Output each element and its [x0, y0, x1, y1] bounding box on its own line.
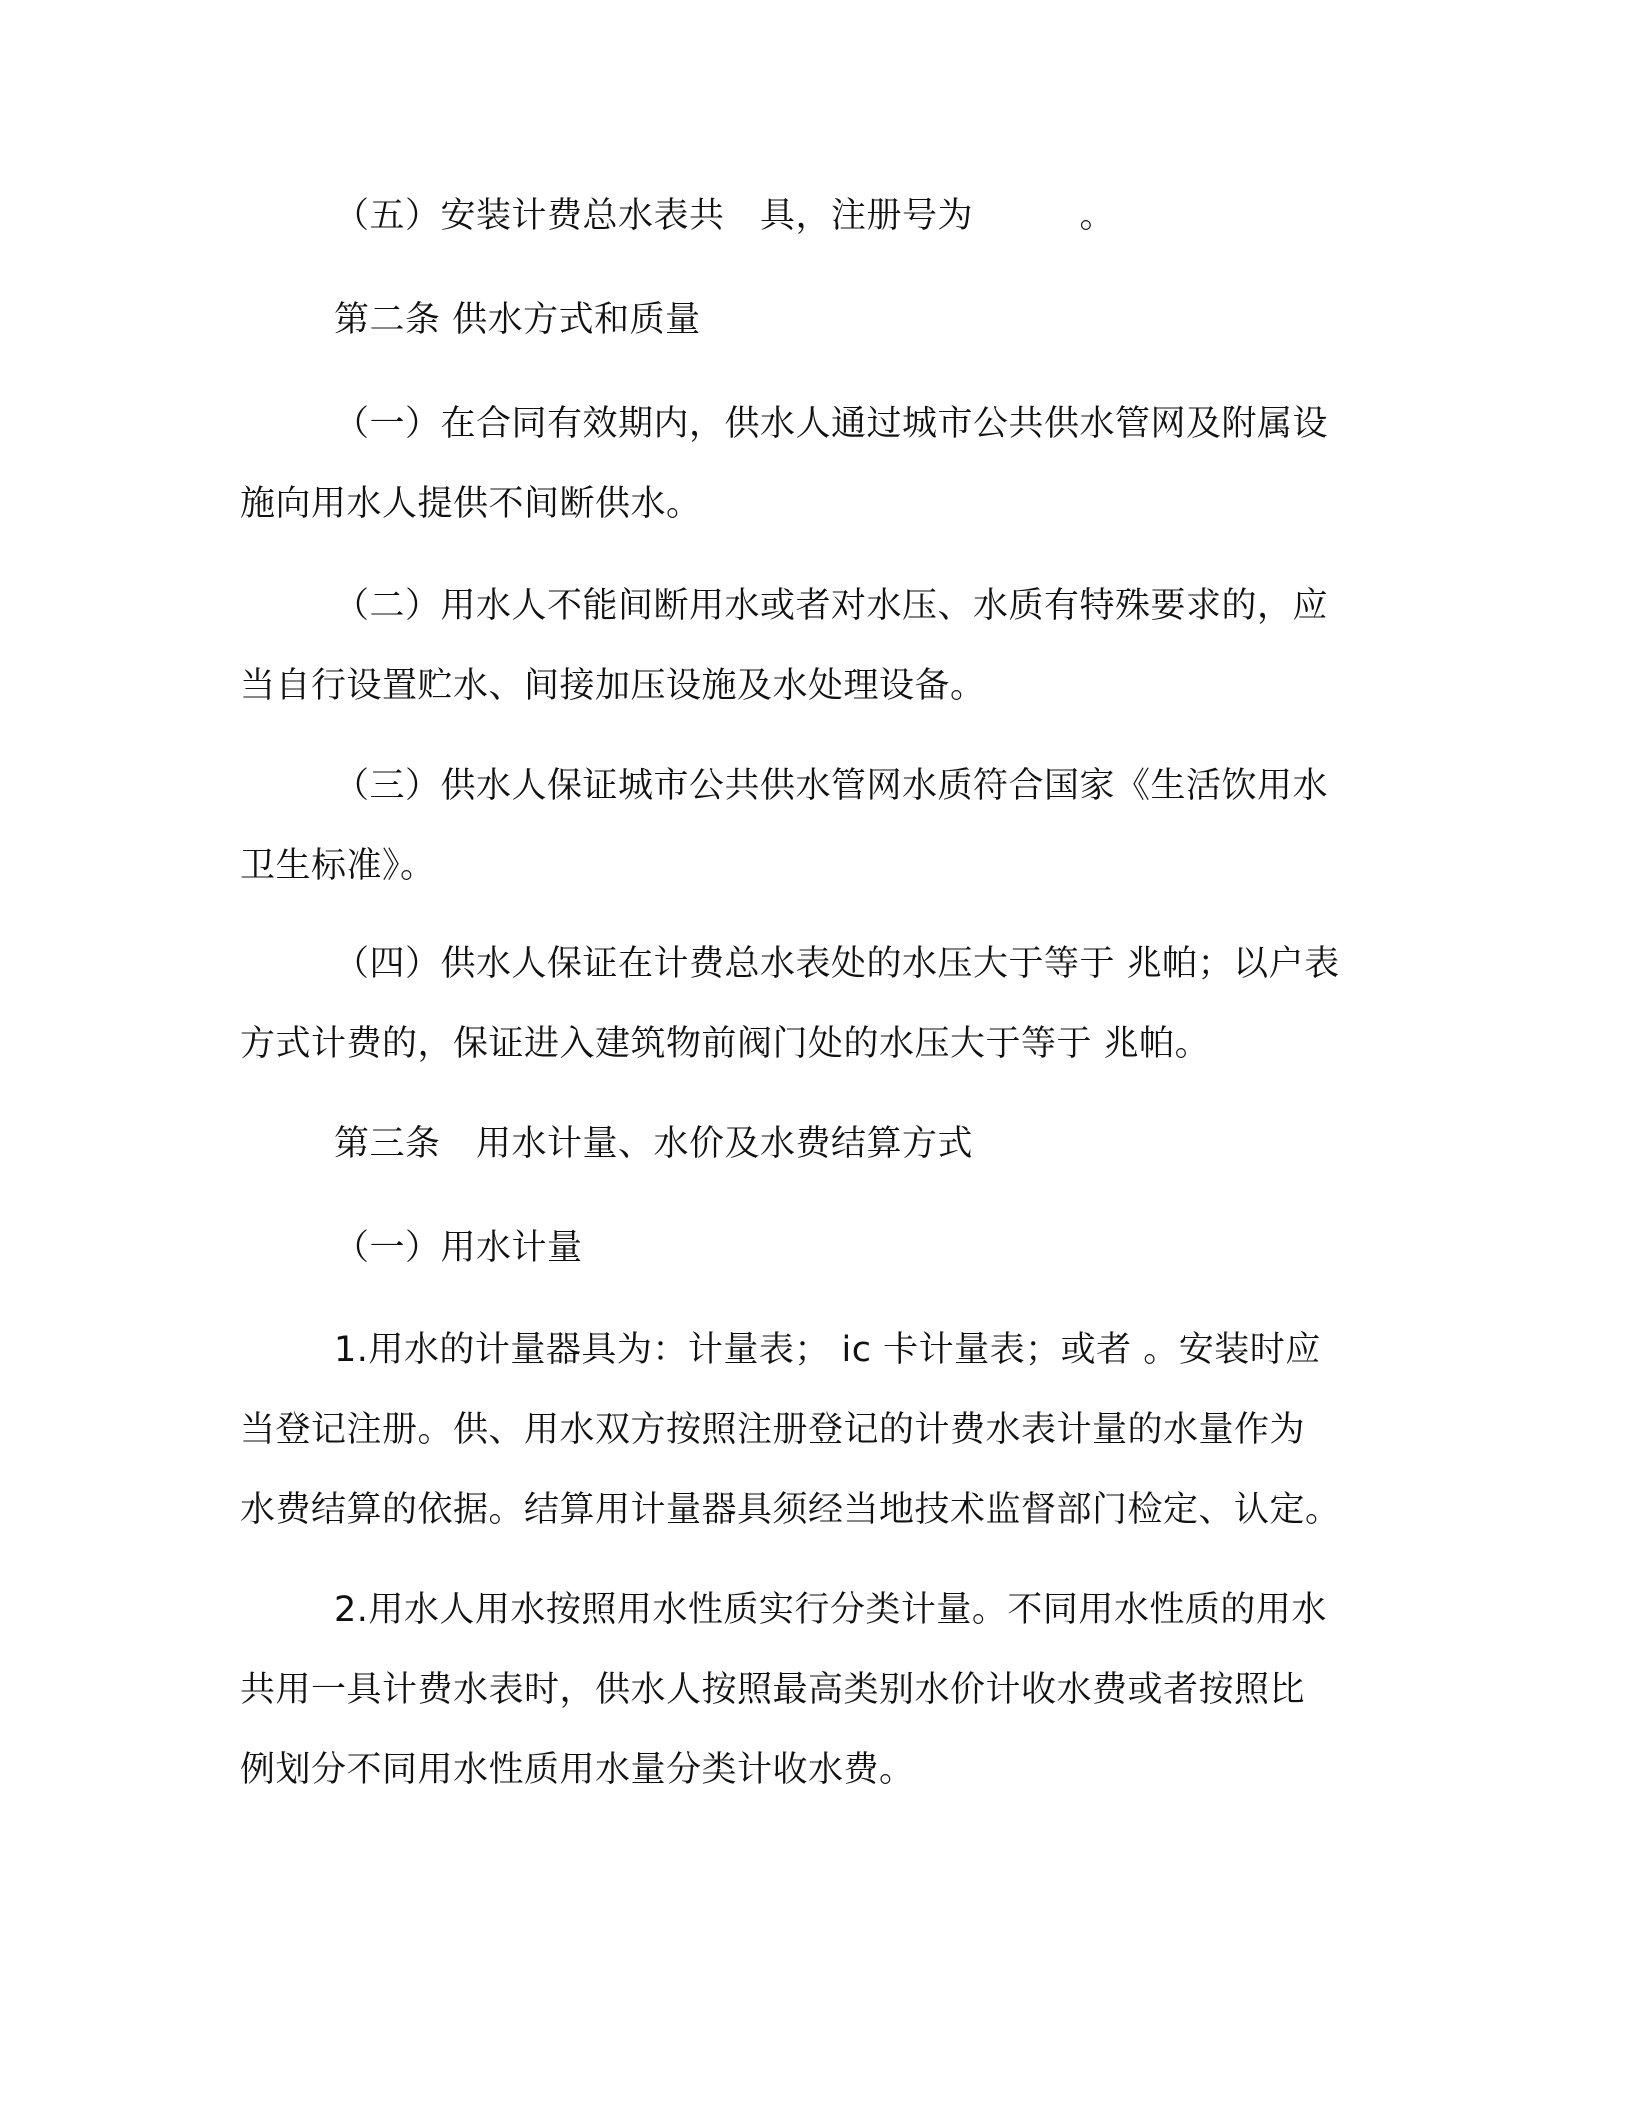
text-line: 共用一具计费水表时，供水人按照最高类别水价计收水费或者按照比	[240, 1670, 1306, 1710]
text-line: （四）供水人保证在计费总水表处的水压大于等于 兆帕；以户表	[334, 944, 1340, 984]
paragraph-supply-4	[240, 924, 1390, 1084]
paragraph-item-5-meter	[240, 176, 1390, 256]
section-metering-heading	[240, 1208, 1390, 1288]
text-line: 例划分不同用水性质用水量分类计收水费。	[240, 1750, 915, 1790]
text-line: （三）供水人保证城市公共供水管网水质符合国家《生活饮用水	[334, 766, 1329, 806]
text-line: （一）在合同有效期内，供水人通过城市公共供水管网及附属设	[334, 404, 1329, 444]
text-line: 水费结算的依据。结算用计量器具须经当地技术监督部门检定、认定。	[240, 1490, 1341, 1530]
paragraph-supply-1	[240, 384, 1390, 544]
text-line: （一）用水计量	[334, 1228, 583, 1268]
article-2-heading	[240, 280, 1390, 360]
text-line: 2.用水人用水按照用水性质实行分类计量。不同用水性质的用水	[334, 1590, 1327, 1630]
text-line: 施向用水人提供不间断供水。	[240, 484, 702, 524]
text-line: 第二条 供水方式和质量	[334, 300, 701, 340]
paragraph-metering-2	[240, 1570, 1390, 1810]
text-line: （二）用水人不能间断用水或者对水压、水质有特殊要求的，应	[334, 586, 1329, 626]
text-line: 当自行设置贮水、间接加压设施及水处理设备。	[240, 666, 986, 706]
paragraph-supply-2	[240, 566, 1390, 726]
text-line: 卫生标准》。	[240, 846, 436, 886]
text-line: 1.用水的计量器具为：计量表； ic 卡计量表；或者 。安装时应	[334, 1330, 1321, 1370]
text-line: 第三条 用水计量、水价及水费结算方式	[334, 1124, 974, 1164]
article-3-heading	[240, 1104, 1390, 1184]
paragraph-supply-3	[240, 746, 1390, 906]
text-line: （五）安装计费总水表共 具，注册号为 。	[334, 196, 1116, 236]
text-line: 方式计费的，保证进入建筑物前阀门处的水压大于等于 兆帕。	[240, 1024, 1211, 1064]
paragraph-metering-1	[240, 1310, 1390, 1550]
text-line: 当登记注册。供、用水双方按照注册登记的计费水表计量的水量作为	[240, 1410, 1306, 1450]
